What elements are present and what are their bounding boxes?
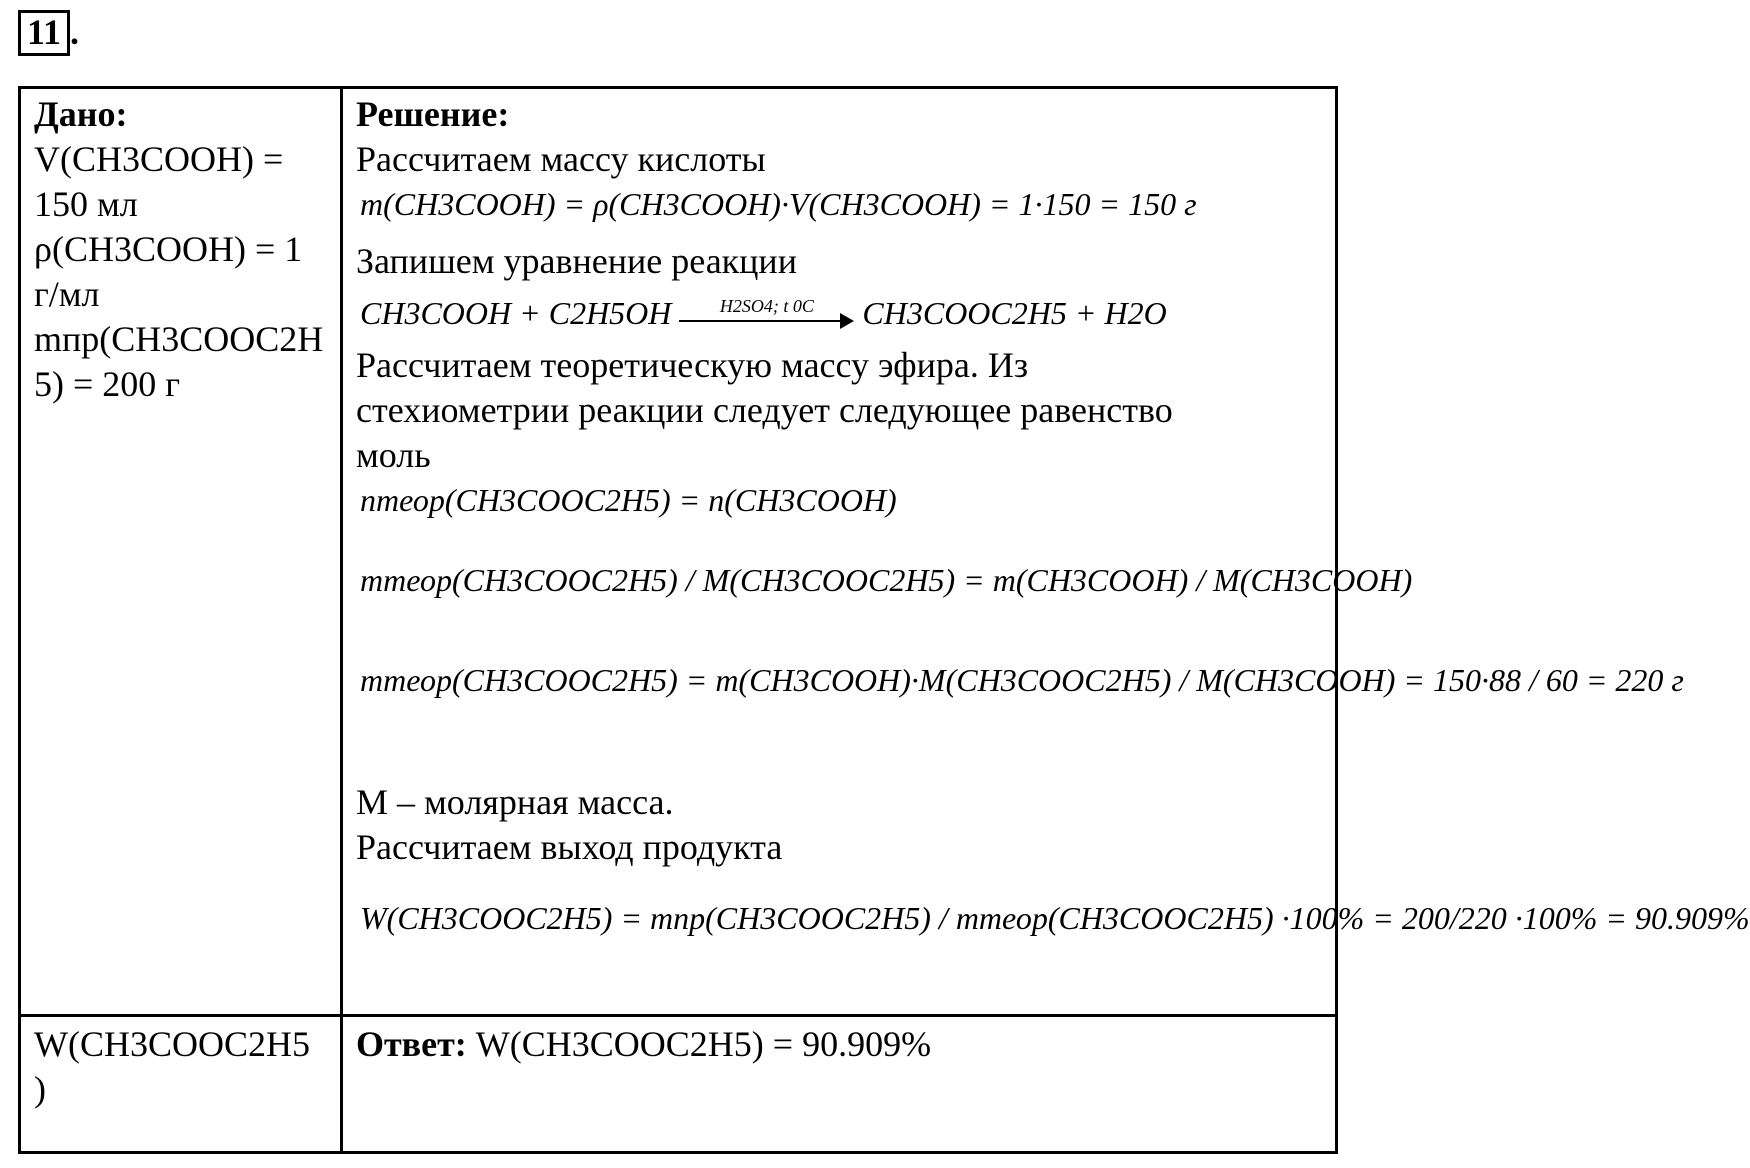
solution-header: Решение: bbox=[356, 94, 510, 134]
given-line: 150 мл bbox=[34, 184, 138, 224]
formula-yield: W(CH3COOC2H5) = mпр(CH3COOC2H5) / mтеор(CH3COOC2H5) ·100% = 200/220 ·100% = 90.909% bbox=[360, 900, 1750, 936]
reaction-products: CH3COOC2H5 + H2O bbox=[862, 295, 1167, 331]
answer-label: Ответ: bbox=[356, 1024, 467, 1064]
problem-number-box: 11 bbox=[18, 10, 70, 56]
find-line: ) bbox=[34, 1069, 46, 1109]
formula-theoretical-mass: mтеор(CH3COOC2H5) = m(CH3COOH)·M(CH3COOC2H5) / M(CH3COOH) = 150·88 / 60 = 220 г bbox=[360, 662, 1684, 698]
arrow-head bbox=[840, 313, 854, 329]
given-line: mпр(CH3COOC2H bbox=[34, 319, 324, 359]
solution-step: Рассчитаем теоретическую массу эфира. Из bbox=[356, 345, 1029, 385]
problem-number bbox=[18, 10, 79, 56]
reaction-equation bbox=[360, 293, 1167, 333]
table-row-divider bbox=[18, 1014, 1338, 1017]
reaction-arrow bbox=[679, 295, 854, 332]
problem-number-dot: . bbox=[70, 12, 80, 52]
solution-note: M – молярная масса. bbox=[356, 782, 674, 822]
solution-step: Запишем уравнение реакции bbox=[356, 241, 797, 281]
given-line: V(CH3COOH) = bbox=[34, 139, 284, 179]
given-header: Дано: bbox=[34, 94, 128, 134]
answer-text: W(CH3COOC2H5) = 90.909% bbox=[475, 1024, 932, 1064]
solution-step: Рассчитаем выход продукта bbox=[356, 827, 783, 867]
solution-step: Рассчитаем массу кислоты bbox=[356, 139, 766, 179]
formula-mass-acid: m(CH3COOH) = ρ(CH3COOH)·V(CH3COOH) = 1·150 = 150 г bbox=[360, 186, 1197, 222]
find-line: W(CH3COOC2H5 bbox=[34, 1024, 310, 1064]
given-line: г/мл bbox=[34, 274, 100, 314]
solution-step: стехиометрии реакции следует следующее равенство bbox=[356, 390, 1173, 430]
formula-moles-equality: nтеор(CH3COOC2H5) = n(CH3COOH) bbox=[360, 482, 897, 518]
arrow-shaft bbox=[679, 320, 844, 322]
formula-mass-ratio: mтеор(CH3COOC2H5) / M(CH3COOC2H5) = m(CH3COOH) / M(CH3COOH) bbox=[360, 562, 1413, 598]
reaction-reactants: CH3COOH + C2H5OH bbox=[360, 295, 672, 331]
given-column bbox=[34, 92, 334, 407]
answer-line bbox=[356, 1022, 931, 1067]
reaction-condition: H2SO4; t 0C bbox=[719, 295, 814, 316]
solution-step: моль bbox=[356, 435, 431, 475]
find-column bbox=[34, 1022, 334, 1112]
given-line: ρ(CH3COOH) = 1 bbox=[34, 229, 303, 269]
table-column-divider bbox=[340, 86, 343, 1154]
given-line: 5) = 200 г bbox=[34, 364, 181, 404]
